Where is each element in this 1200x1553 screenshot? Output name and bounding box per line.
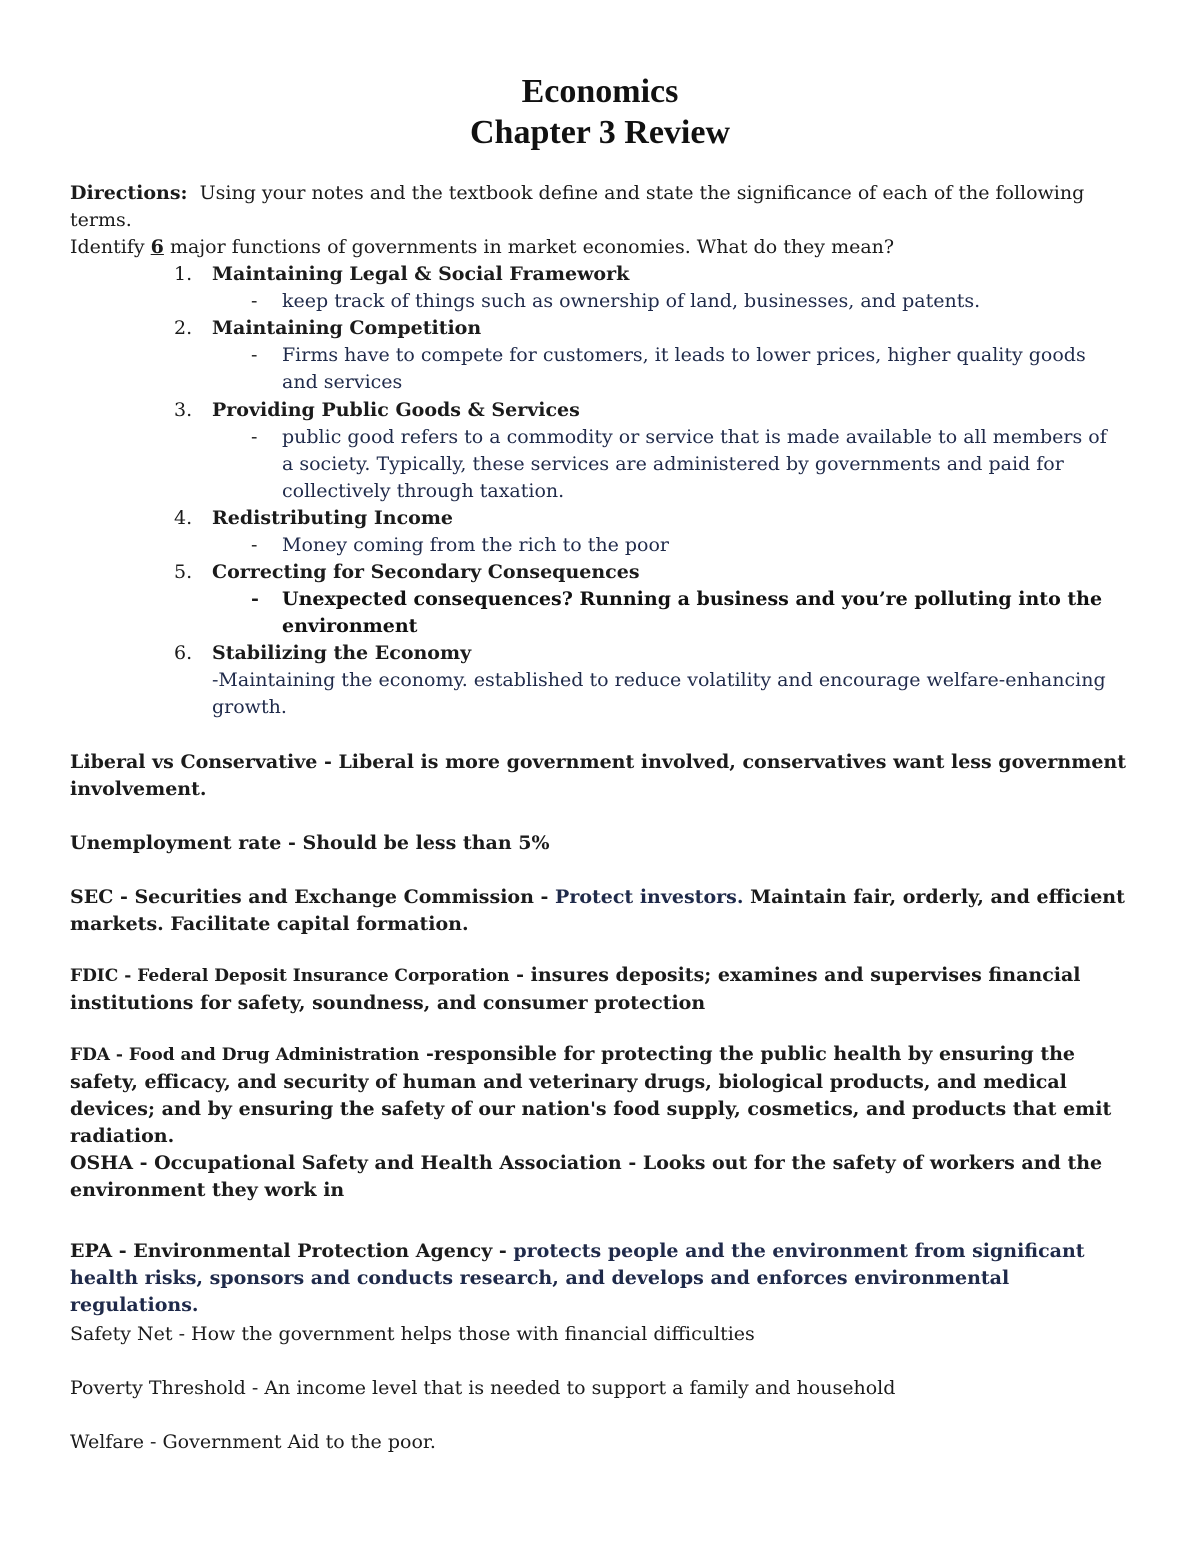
function-number: 6. bbox=[174, 642, 193, 664]
function-desc-5: Unexpected consequences? Running a business and you’re polluting into the environment bbox=[282, 588, 1103, 637]
term-welfare: Welfare - Government Aid to the poor. bbox=[70, 1431, 436, 1453]
function-item-1 bbox=[174, 261, 1124, 288]
directions-paragraph bbox=[70, 180, 1130, 234]
function-title: Correcting for Secondary Consequences bbox=[212, 561, 640, 583]
function-desc-1: keep track of things such as ownership of land, businesses, and patents. bbox=[282, 290, 981, 312]
term-abbr: FDIC - bbox=[70, 966, 138, 986]
function-title: Maintaining Competition bbox=[212, 317, 482, 339]
term-osha: OSHA - Occupational Safety and Health Association - Looks out for the safety of workers and the environment they work in bbox=[70, 1152, 1103, 1201]
term-fdic bbox=[70, 962, 1130, 1017]
identify-prefix: Identify bbox=[70, 236, 151, 258]
document-subtitle: Chapter 3 Review bbox=[470, 114, 730, 151]
directions-label: Directions: bbox=[70, 182, 188, 204]
function-item-4 bbox=[174, 505, 1124, 532]
bullet-dash: - bbox=[251, 534, 258, 556]
term-abbr: FDA - bbox=[70, 1045, 129, 1065]
function-title: Stabilizing the Economy bbox=[212, 642, 472, 664]
identify-prompt bbox=[70, 234, 1130, 261]
function-number: 3. bbox=[174, 399, 193, 421]
term-fda bbox=[70, 1041, 1130, 1150]
term-definition: -responsible for protecting the public health by ensuring the safety, efficacy, and security of human and veterinary drugs, biological products, and medical devices; and by ensuring the safety of our nation's food supply, cosmetics, and products that emit radiation. bbox=[70, 1043, 1112, 1147]
function-item-6 bbox=[174, 640, 1124, 667]
directions-text: Using your notes and the textbook define and state the significance of each of the following terms. bbox=[70, 182, 1085, 231]
function-title: Providing Public Goods & Services bbox=[212, 399, 580, 421]
term-epa bbox=[70, 1238, 1130, 1319]
term-definition: - insures deposits; examines and supervises financial institutions for safety, soundness, and consumer protection bbox=[70, 964, 1081, 1014]
bullet-dash: - bbox=[251, 290, 258, 312]
term-definition: protects people and the environment from significant health risks, sponsors and conducts research, and develops and enforces environmental regulations. bbox=[70, 1240, 1085, 1316]
term-unemployment-rate: Unemployment rate - Should be less than 5% bbox=[70, 832, 550, 854]
term-definition: Protect investors. bbox=[555, 886, 744, 908]
function-desc-2: Firms have to compete for customers, it leads to lower prices, higher quality goods and services bbox=[282, 344, 1086, 393]
function-desc-3: public good refers to a commodity or service that is made available to all members of a society. Typically, these services are administered by governments and paid for collectively through taxation. bbox=[282, 426, 1107, 502]
bullet-dash: - bbox=[251, 426, 258, 448]
bullet-dash: - bbox=[251, 344, 258, 366]
function-title: Maintaining Legal & Social Framework bbox=[212, 263, 630, 285]
function-desc-4: Money coming from the rich to the poor bbox=[282, 534, 669, 556]
term-label: EPA - Environmental Protection Agency - bbox=[70, 1240, 514, 1262]
term-sec bbox=[70, 884, 1130, 938]
term-label: SEC - Securities and Exchange Commission - bbox=[70, 886, 556, 908]
term-definition: Maintain fair, orderly, and efficient markets. Facilitate capital formation. bbox=[70, 886, 1125, 935]
identify-suffix: major functions of governments in market economies. What do they mean? bbox=[163, 236, 895, 258]
term-poverty-threshold: Poverty Threshold - An income level that is needed to support a family and household bbox=[70, 1377, 896, 1399]
function-item-2 bbox=[174, 315, 1124, 342]
function-title: Redistributing Income bbox=[212, 507, 454, 529]
document-title: Economics bbox=[521, 73, 679, 110]
term-safety-net: Safety Net - How the government helps those with financial difficulties bbox=[70, 1323, 755, 1345]
function-item-5 bbox=[174, 559, 1124, 586]
identify-number: 6 bbox=[150, 236, 164, 258]
function-item-3 bbox=[174, 397, 1124, 424]
function-number: 1. bbox=[174, 263, 193, 285]
term-liberal-conservative: Liberal vs Conservative - Liberal is more government involved, conservatives want less government involvement. bbox=[70, 751, 1127, 800]
function-number: 4. bbox=[174, 507, 193, 529]
function-desc-6: -Maintaining the economy. established to reduce volatility and encourage welfare-enhancing growth. bbox=[212, 669, 1106, 718]
bullet-dash: - bbox=[251, 588, 259, 610]
function-number: 2. bbox=[174, 317, 193, 339]
term-name: Food and Drug Administration bbox=[128, 1045, 420, 1065]
term-name: Federal Deposit Insurance Corporation bbox=[137, 966, 510, 986]
function-number: 5. bbox=[174, 561, 193, 583]
